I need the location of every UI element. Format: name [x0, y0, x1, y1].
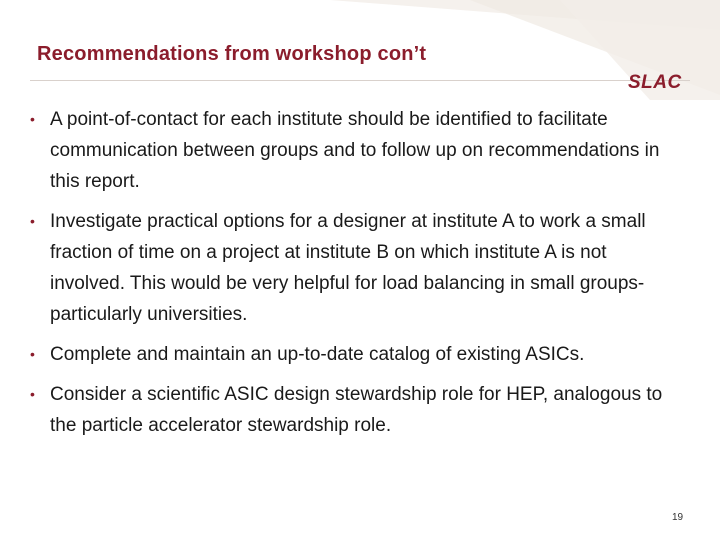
bullet-item: [30, 104, 680, 197]
bullet-text: Consider a scientific ASIC design stewardship role for HEP, analogous to the particle accelerator stewardship role.: [50, 384, 663, 436]
bullet-text: Investigate practical options for a designer at institute A to work a small fraction of time on a project at institute B on which institute A is not involved. This would be very helpful for load balancing in small groups- particularly universities.: [50, 211, 646, 325]
bullet-item: [30, 206, 680, 330]
slac-logo-text: SLAC: [628, 72, 682, 92]
bullet-text: A point-of-contact for each institute should be identified to facilitate communication between groups and to follow up on recommendations in this report.: [50, 109, 660, 192]
bullet-dot-icon: •: [30, 386, 35, 402]
bullet-dot-icon: •: [30, 213, 35, 229]
bullet-list: [30, 104, 680, 450]
title-divider: [30, 80, 690, 81]
bullet-item: [30, 379, 680, 441]
page-number: 19: [672, 512, 684, 523]
bullet-text: Complete and maintain an up-to-date catalog of existing ASICs.: [50, 344, 585, 365]
bullet-dot-icon: •: [30, 346, 35, 362]
slide-title: Recommendations from workshop con’t: [37, 43, 427, 65]
bullet-dot-icon: •: [30, 111, 35, 127]
bullet-item: [30, 339, 680, 370]
slac-logo: [628, 70, 686, 92]
